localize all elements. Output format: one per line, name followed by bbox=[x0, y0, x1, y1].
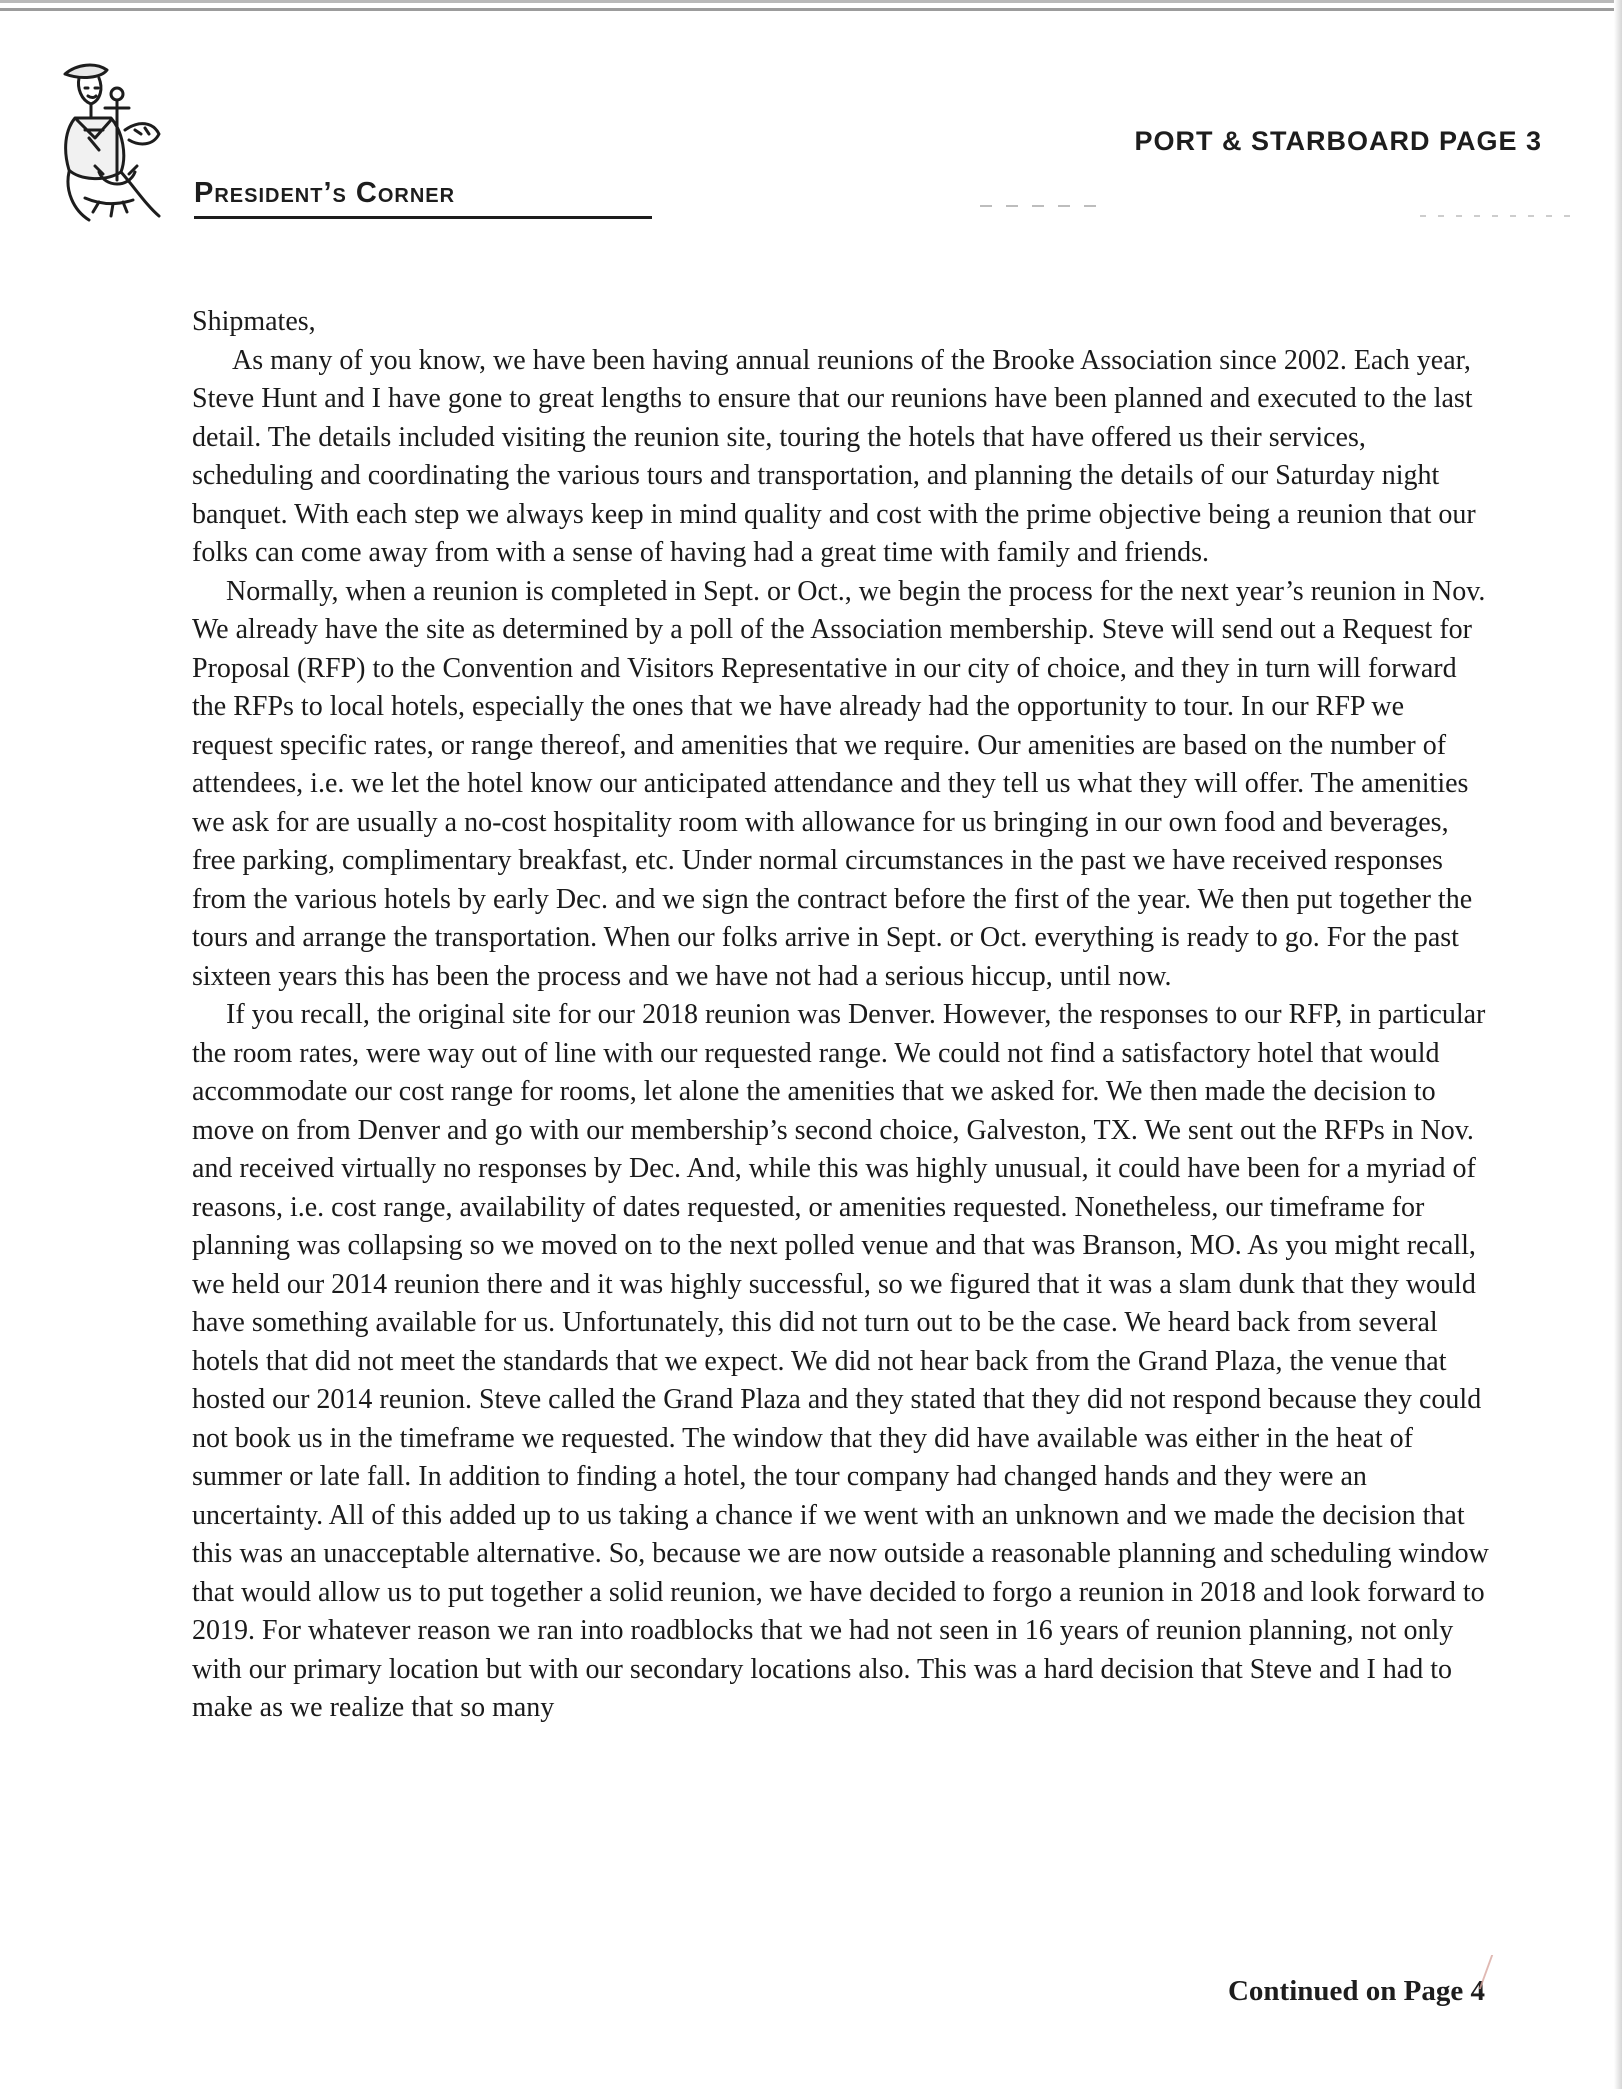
pen-mark bbox=[1469, 1955, 1493, 1989]
letter-paragraph: As many of you know, we have been having annual reunions of the Brooke Association since 2002. Each year, Steve Hunt and I have gone to great lengths to ensure that our reunions have been planned and executed to the last detail. The details included visiting the reunion site, touring the hotels that have offered us their services, scheduling and coordinating the various tours and transportation, and planning the details of our Saturday night banquet. With each step we always keep in mind quality and cost with the prime objective being a reunion that our folks can come away from with a sense of having had a great time with family and friends. bbox=[192, 344, 1476, 568]
section-title: President’s Corner bbox=[194, 177, 456, 209]
letter-paragraph: If you recall, the original site for our 2018 reunion was Denver. However, the responses to our RFP, in particular the room rates, were way out of line with our requested range. We could not find a satisfactory hotel that would accommodate our cost range for rooms, let alone the amenities that we asked for. We then made the decision to move on from Denver and go with our membership’s second choice, Galveston, TX. We sent out the RFPs in Nov. and received virtually no responses by Dec. And, while this was highly unusual, it could have been for a myriad of reasons, i.e. cost range, availability of dates requested, or amenities requested. Nonetheless, our timeframe for planning was collapsing so we moved on to the next polled venue and that was Branson, MO. As you might recall, we held our 2014 reunion there and it was highly successful, so we figured that it was a slam dunk that they would have something available for us. Unfortunately, this did not turn out to be the case. We heard back from several hotels that did not meet the standards that we expect. We did not hear back from the Grand Plaza, the venue that hosted our 2014 reunion. Steve called the Grand Plaza and they stated that they did not respond because they could not book us in the timeframe we requested. The window that they did have available was either in the heat of summer or late fall. In addition to finding a hotel, the tour company had changed hands and they were an uncertainty. All of this added up to us taking a chance if we went with an unknown and we made the decision that this was an unacceptable alternative. So, because we are now outside a reasonable planning and scheduling window that would allow us to put together a solid reunion, we have decided to forgo a reunion in 2018 and look forward to 2019. For whatever reason we ran into roadblocks that we had not seen in 16 years of reunion planning, not only with our primary location but with our secondary locations also. This was a hard decision that Steve and I had to make as we realize that so many bbox=[192, 999, 1489, 1723]
faint-scan-mark bbox=[980, 205, 1100, 207]
letter-greeting: Shipmates, bbox=[192, 306, 316, 337]
letter-paragraph: Normally, when a reunion is completed in Sept. or Oct., we begin the process for the next year’s reunion in Nov. We already have the site as determined by a poll of the Association membership. Steve will send out a Request for Proposal (RFP) to the Convention and Visitors Representative in our city of choice, and they in turn will forward the RFPs to local hotels, especially the ones that we have already had the opportunity to tour. In our RFP we request specific rates, or range thereof, and amenities that we require. Our amenities are based on the number of attendees, i.e. we let the hotel know our anticipated attendance and they tell us what they will offer. The amenities we ask for are usually a no-cost hospitality room with allowance for us bringing in our own food and beverages, free parking, complimentary breakfast, etc. Under normal circumstances in the past we have received responses from the various hotels by early Dec. and we sign the contract before the first of the year. We then put together the tours and arrange the transportation. When our folks arrive in Sept. or Oct. everything is ready to go. For the past sixteen years this has been the process and we have not had a serious hiccup, until now. bbox=[192, 575, 1486, 992]
scan-edge-top bbox=[0, 0, 1622, 14]
page-header: PORT & STARBOARD PAGE 3 bbox=[1134, 126, 1542, 156]
title-underline bbox=[194, 216, 652, 219]
sailor-with-anchor-icon bbox=[55, 60, 175, 230]
letter-body bbox=[192, 303, 1490, 1728]
continued-notice: Continued on Page 4 bbox=[1227, 1975, 1485, 2007]
scan-edge-right bbox=[1614, 0, 1622, 2089]
faint-scan-mark bbox=[1420, 215, 1580, 217]
